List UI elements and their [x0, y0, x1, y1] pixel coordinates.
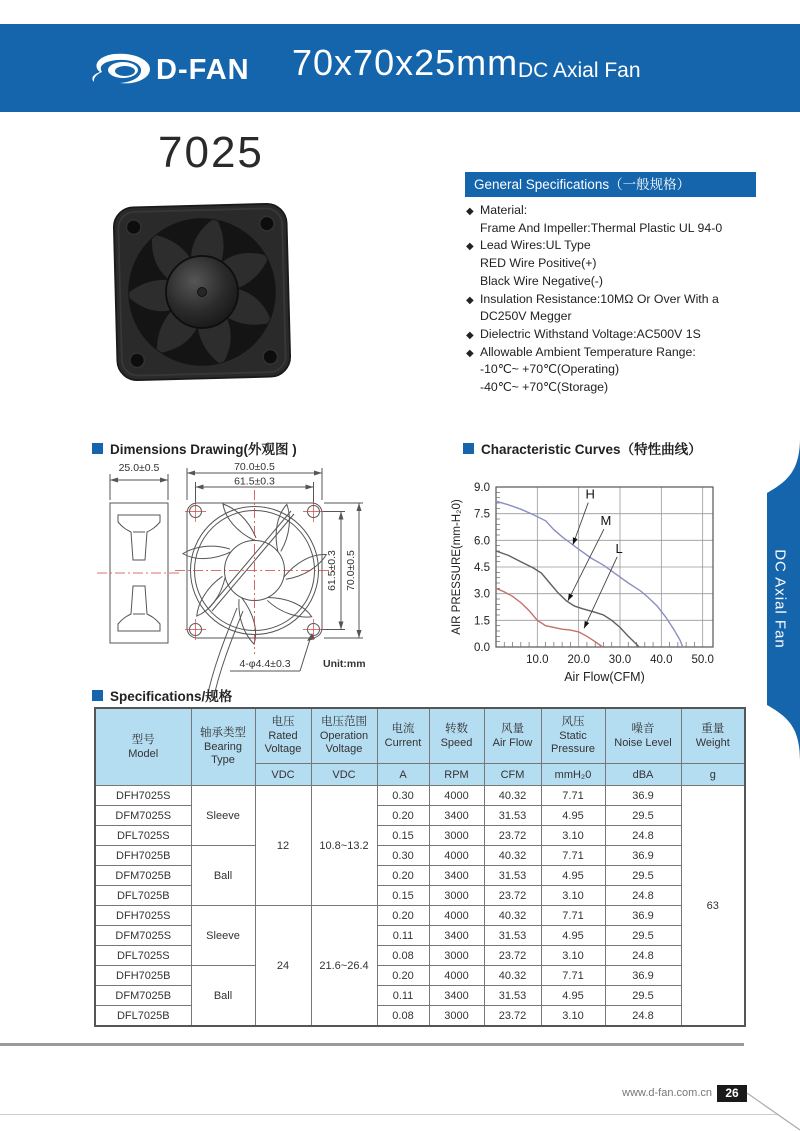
cell-model: DFM7025B — [95, 986, 191, 1006]
page-number-badge: 26 — [717, 1085, 747, 1102]
col-header-current: 电流 Current — [377, 708, 429, 764]
col-header-pressure: 风压 Static Pressure — [541, 708, 605, 764]
cell-bearing: Ball — [191, 966, 255, 1027]
dim-height-label: 70.0±0.5 — [345, 550, 357, 591]
cell-airflow: 31.53 — [484, 986, 541, 1006]
characteristic-curves-chart — [448, 462, 748, 687]
svg-text:9.0: 9.0 — [474, 482, 490, 494]
svg-text:M: M — [600, 513, 612, 529]
dimension-arrows — [110, 471, 362, 642]
unit-cell: g — [681, 764, 745, 786]
cell-airflow: 40.32 — [484, 846, 541, 866]
cell-noise: 24.8 — [605, 886, 681, 906]
dim-hole-pitch-h-label: 61.5±0.3 — [234, 475, 275, 488]
cell-model: DFL7025S — [95, 946, 191, 966]
side-tab-label: DC Axial Fan — [771, 549, 789, 649]
spec-item — [466, 344, 766, 362]
cell-model: DFH7025B — [95, 966, 191, 986]
cell-model: DFL7025S — [95, 826, 191, 846]
cell-bearing: Ball — [191, 846, 255, 906]
header-bar — [0, 24, 800, 112]
spec-item — [466, 237, 766, 255]
cell-model: DFM7025B — [95, 866, 191, 886]
cell-speed: 3400 — [429, 926, 484, 946]
cell-model: DFL7025B — [95, 886, 191, 906]
page-subtitle: DC Axial Fan — [518, 59, 641, 82]
section-title-text: Dimensions Drawing(外观图 ) — [110, 442, 297, 457]
side-tab-dc-axial-fan — [754, 438, 800, 760]
cell-speed: 4000 — [429, 846, 484, 866]
cell-pressure: 7.71 — [541, 966, 605, 986]
cell-pressure: 4.95 — [541, 806, 605, 826]
cell-speed: 4000 — [429, 906, 484, 926]
unit-cell: VDC — [255, 764, 311, 786]
cell-speed: 3000 — [429, 826, 484, 846]
col-header-model: 型号 Model — [95, 708, 191, 786]
cell-airflow: 31.53 — [484, 866, 541, 886]
brand-name: D-FAN — [156, 53, 250, 86]
diamond-bullet-icon: ◆ — [466, 329, 474, 341]
general-specifications-list — [466, 202, 766, 397]
cell-noise: 36.9 — [605, 786, 681, 806]
cell-current: 0.20 — [377, 906, 429, 926]
table-row — [95, 906, 745, 926]
cell-pressure: 7.71 — [541, 906, 605, 926]
cell-speed: 3000 — [429, 1006, 484, 1027]
cell-noise: 29.5 — [605, 926, 681, 946]
spec-text: Frame And Impeller:Thermal Plastic UL 94-0 — [480, 220, 723, 235]
spec-text: Insulation Resistance:10MΩ Or Over With a — [480, 291, 719, 306]
svg-text:H: H — [585, 486, 595, 502]
footer-rule — [0, 1043, 744, 1046]
cell-noise: 24.8 — [605, 1006, 681, 1027]
svg-text:4.5: 4.5 — [474, 562, 490, 574]
spec-text: Black Wire Negative(-) — [480, 273, 603, 288]
unit-cell: mmH₂0 — [541, 764, 605, 786]
spec-text: -40℃~ +70℃(Storage) — [480, 380, 609, 395]
svg-text:Air Flow(CFM): Air Flow(CFM) — [564, 670, 645, 684]
blue-square-icon — [92, 690, 103, 701]
col-header-noise: 噪音 Noise Level — [605, 708, 681, 764]
cell-noise: 24.8 — [605, 946, 681, 966]
spec-item — [466, 220, 766, 238]
diamond-bullet-icon: ◆ — [466, 294, 474, 306]
svg-text:L: L — [615, 540, 623, 556]
cell-noise: 36.9 — [605, 846, 681, 866]
cell-voltage: 24 — [255, 906, 311, 1027]
cell-model: DFH7025S — [95, 786, 191, 806]
svg-text:50.0: 50.0 — [691, 654, 714, 666]
cell-pressure: 3.10 — [541, 946, 605, 966]
cell-voltage: 12 — [255, 786, 311, 906]
spec-text: RED Wire Positive(+) — [480, 256, 597, 271]
unit-cell: dBA — [605, 764, 681, 786]
spec-text: Lead Wires:UL Type — [480, 238, 591, 253]
fan-swoosh-icon — [90, 52, 154, 88]
section-title-text: Specifications/规格 — [110, 689, 233, 704]
cell-speed: 4000 — [429, 786, 484, 806]
cell-model: DFM7025S — [95, 806, 191, 826]
cell-speed: 3000 — [429, 886, 484, 906]
cell-airflow: 23.72 — [484, 886, 541, 906]
section-title-text: Characteristic Curves（特性曲线） — [481, 442, 702, 457]
dim-hole-pitch-v-label: 61.5±0.3 — [326, 550, 338, 591]
cell-speed: 3000 — [429, 946, 484, 966]
spec-text: Material: — [480, 203, 528, 217]
cell-pressure: 7.71 — [541, 786, 605, 806]
spec-item — [466, 308, 766, 326]
general-specifications-title: General Specifications（一般规格） — [465, 172, 756, 197]
blue-square-icon — [92, 443, 103, 454]
cell-bearing: Sleeve — [191, 906, 255, 966]
cell-noise: 36.9 — [605, 906, 681, 926]
cell-current: 0.08 — [377, 1006, 429, 1027]
brand-logo — [90, 50, 250, 90]
table-row — [95, 846, 745, 866]
cell-current: 0.08 — [377, 946, 429, 966]
spec-item — [466, 326, 766, 344]
cell-noise: 29.5 — [605, 806, 681, 826]
spec-item — [466, 291, 766, 309]
cell-current: 0.20 — [377, 806, 429, 826]
col-header-weight: 重量 Weight — [681, 708, 745, 764]
cell-noise: 36.9 — [605, 966, 681, 986]
col-header-operation-voltage: 电压范围 Operation Voltage — [311, 708, 377, 764]
cell-model: DFH7025B — [95, 846, 191, 866]
dimensions-section-title — [92, 438, 297, 458]
cell-weight: 63 — [681, 786, 745, 1027]
cell-pressure: 3.10 — [541, 1006, 605, 1027]
diamond-bullet-icon: ◆ — [466, 347, 474, 359]
cell-pressure: 3.10 — [541, 826, 605, 846]
cell-current: 0.30 — [377, 846, 429, 866]
cell-speed: 3400 — [429, 866, 484, 886]
cell-noise: 24.8 — [605, 826, 681, 846]
svg-text:7.5: 7.5 — [474, 508, 490, 521]
spec-item — [466, 273, 766, 291]
cell-pressure: 4.95 — [541, 866, 605, 886]
svg-text:20.0: 20.0 — [567, 654, 590, 666]
cell-voltage-range: 10.8~13.2 — [311, 786, 377, 906]
page-title: 70x70x25mm — [292, 42, 519, 83]
svg-text:3.0: 3.0 — [474, 588, 490, 601]
cell-current: 0.30 — [377, 786, 429, 806]
model-number: 7025 — [158, 128, 264, 177]
unit-cell: VDC — [311, 764, 377, 786]
cell-speed: 4000 — [429, 966, 484, 986]
cell-airflow: 31.53 — [484, 806, 541, 826]
corner-fold-line — [744, 1085, 800, 1131]
cell-speed: 3400 — [429, 986, 484, 1006]
cell-pressure: 4.95 — [541, 926, 605, 946]
cell-noise: 29.5 — [605, 866, 681, 886]
svg-text:0.0: 0.0 — [474, 642, 490, 654]
col-header-rated-voltage: 电压 Rated Voltage — [255, 708, 311, 764]
cell-pressure: 4.95 — [541, 986, 605, 1006]
spec-item — [466, 202, 766, 220]
col-header-bearing: 轴承类型 Bearing Type — [191, 708, 255, 786]
table-body — [95, 786, 745, 1027]
specifications-table — [94, 707, 746, 1027]
unit-cell: A — [377, 764, 429, 786]
cell-airflow: 23.72 — [484, 946, 541, 966]
dim-width-label: 70.0±0.5 — [234, 461, 275, 473]
spec-text: -10℃~ +70℃(Operating) — [480, 362, 620, 377]
spec-item — [466, 255, 766, 273]
cell-model: DFL7025B — [95, 1006, 191, 1027]
svg-text:1.5: 1.5 — [474, 615, 490, 628]
svg-text:40.0: 40.0 — [650, 654, 673, 666]
blue-square-icon — [463, 443, 474, 454]
svg-text:6.0: 6.0 — [474, 535, 490, 548]
curves-section-title — [463, 438, 702, 458]
cell-pressure: 3.10 — [541, 886, 605, 906]
footer-website: www.d-fan.com.cn — [622, 1087, 712, 1099]
col-header-speed: 转数 Speed — [429, 708, 484, 764]
cell-current: 0.15 — [377, 886, 429, 906]
svg-text:30.0: 30.0 — [608, 654, 632, 666]
table-row — [95, 786, 745, 806]
spec-text: Dielectric Withstand Voltage:AC500V 1S — [480, 326, 701, 341]
cell-current: 0.11 — [377, 986, 429, 1006]
diamond-bullet-icon: ◆ — [466, 206, 474, 217]
table-row — [95, 966, 745, 986]
cell-model: DFM7025S — [95, 926, 191, 946]
cell-current: 0.15 — [377, 826, 429, 846]
cell-bearing: Sleeve — [191, 786, 255, 846]
cell-speed: 3400 — [429, 806, 484, 826]
holes-callout-label: 4-φ4.4±0.3 — [239, 658, 291, 670]
spec-text: Allowable Ambient Temperature Range: — [480, 344, 696, 359]
cell-airflow: 23.72 — [484, 826, 541, 846]
page-bottom-edge — [0, 1114, 778, 1115]
cell-model: DFH7025S — [95, 906, 191, 926]
specifications-section-title — [92, 685, 232, 705]
spec-text: DC250V Megger — [480, 309, 572, 324]
svg-text:10.0: 10.0 — [526, 654, 549, 666]
unit-label: Unit:mm — [323, 658, 366, 670]
unit-cell: RPM — [429, 764, 484, 786]
cell-airflow: 40.32 — [484, 966, 541, 986]
svg-text:AIR PRESSURE(mm-H₂0): AIR PRESSURE(mm-H₂0) — [451, 499, 463, 635]
cell-noise: 29.5 — [605, 986, 681, 1006]
spec-item — [466, 379, 766, 397]
cell-current: 0.11 — [377, 926, 429, 946]
cell-voltage-range: 21.6~26.4 — [311, 906, 377, 1027]
cell-airflow: 23.72 — [484, 1006, 541, 1027]
cell-pressure: 7.71 — [541, 846, 605, 866]
cell-airflow: 31.53 — [484, 926, 541, 946]
table-header — [95, 708, 745, 786]
dim-depth-label: 25.0±0.5 — [118, 462, 160, 474]
dimensions-drawing — [85, 458, 435, 703]
unit-cell: CFM — [484, 764, 541, 786]
fan-product-image — [110, 196, 295, 389]
cell-airflow: 40.32 — [484, 786, 541, 806]
cell-airflow: 40.32 — [484, 906, 541, 926]
spec-item — [466, 361, 766, 379]
cell-current: 0.20 — [377, 966, 429, 986]
col-header-airflow: 风量 Air Flow — [484, 708, 541, 764]
cell-current: 0.20 — [377, 866, 429, 886]
diamond-bullet-icon: ◆ — [466, 241, 474, 253]
